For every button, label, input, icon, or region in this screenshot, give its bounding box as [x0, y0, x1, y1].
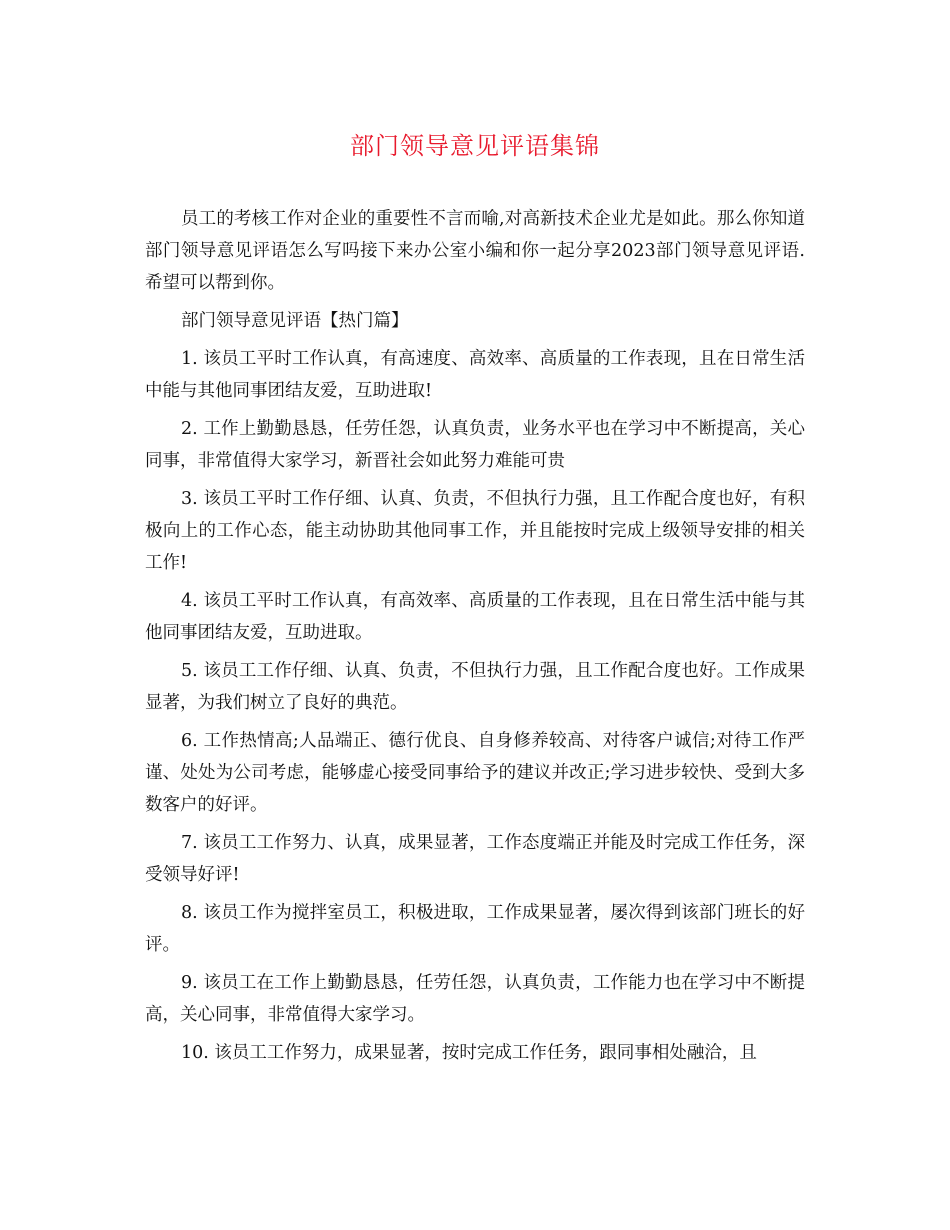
comment-item-1: 1. 该员工平时工作认真，有高速度、高效率、高质量的工作表现，且在日常生活中能与其他同事团结友爱，互助进取! [145, 349, 805, 401]
comment-item-3: 3. 该员工平时工作仔细、认真、负责，不但执行力强，且工作配合度也好，有积极向上的工作心态，能主动协助其他同事工作，并且能按时完成上级领导安排的相关工作! [145, 489, 805, 573]
intro-paragraph: 员工的考核工作对企业的重要性不言而喻,对高新技术企业尤是如此。那么你知道部门领导意见评语怎么写吗接下来办公室小编和你一起分享2023部门领导意见评语.希望可以帮到你。 [145, 209, 805, 293]
comment-item-2: 2. 工作上勤勤恳恳，任劳任怨，认真负责，业务水平也在学习中不断提高，关心同事，非常值得大家学习，新晋社会如此努力难能可贵 [145, 419, 805, 471]
document-body [145, 203, 805, 1075]
section-heading: 部门领导意见评语【热门篇】 [181, 311, 409, 331]
comment-item-10: 10. 该员工工作努力，成果显著，按时完成工作任务，跟同事相处融洽，且 [181, 1043, 757, 1063]
document-title: 部门领导意见评语集锦 [350, 132, 600, 160]
comment-item-7: 7. 该员工工作努力、认真，成果显著，工作态度端正并能及时完成工作任务，深受领导好评! [145, 833, 805, 885]
comment-item-5: 5. 该员工工作仔细、认真、负责，不但执行力强，且工作配合度也好。工作成果显著，为我们树立了良好的典范。 [145, 661, 805, 713]
comment-item-9: 9. 该员工在工作上勤勤恳恳，任劳任怨，认真负责，工作能力也在学习中不断提高，关心同事，非常值得大家学习。 [145, 973, 805, 1025]
comment-item-8: 8. 该员工作为搅拌室员工，积极进取，工作成果显著，屡次得到该部门班长的好评。 [145, 903, 805, 955]
comment-item-4: 4. 该员工平时工作认真，有高效率、高质量的工作表现，且在日常生活中能与其他同事团结友爱，互助进取。 [145, 591, 805, 643]
comment-item-6: 6. 工作热情高;人品端正、德行优良、自身修养较高、对待客户诚信;对待工作严谨、处处为公司考虑，能够虚心接受同事给予的建议并改正;学习进步较快、受到大多数客户的好评。 [145, 731, 805, 815]
